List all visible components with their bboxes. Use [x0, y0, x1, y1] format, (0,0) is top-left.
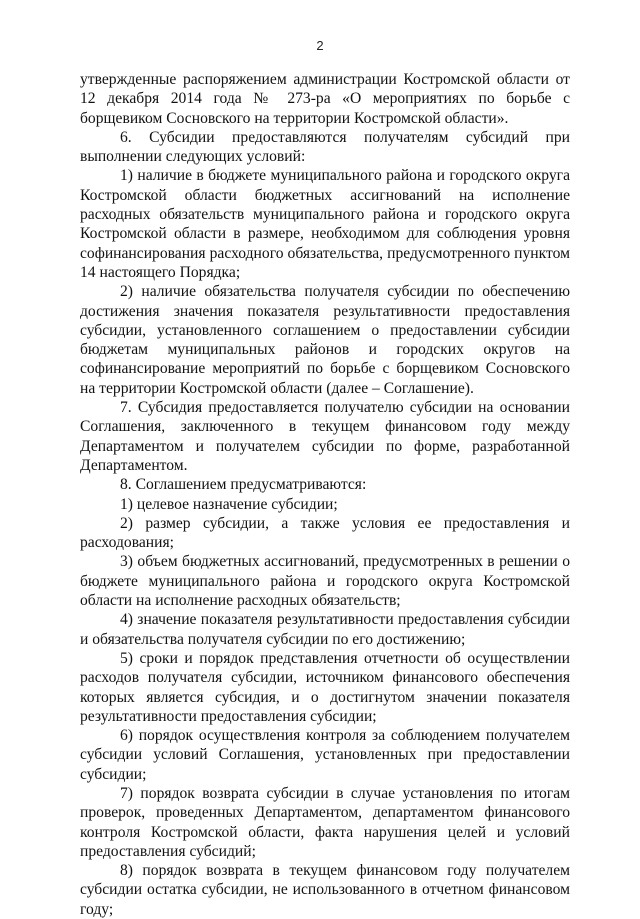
paragraph-continuation: утвержденные распоряжением администрации Костромской области от 12 декабря 2014 года № 273-ра «О мероприятиях по борьбе с борщевиком Сосновского на территории Костромской области». — [80, 71, 570, 127]
paragraph-provision-5: 5) сроки и порядок представления отчетности об осуществлении расходов получателя субсидии, источником финансового обеспечения которых является субсидия, и о достигнутом значении показателя результативности предоставления субсидии; — [80, 649, 570, 725]
page-number: 2 — [316, 38, 324, 53]
paragraph-condition-1: 1) наличие в бюджете муниципального района и городского округа Костромской области бюджетных ассигнований на исполнение расходных обязательств муниципального района и городского округа Костромской области в размере, необходимом для соблюдения уровня софинансирования расходного обязательства, предусмотренного пунктом 14 настоящего Порядка; — [80, 167, 570, 281]
paragraph-provision-7: 7) порядок возврата субсидии в случае установления по итогам проверок, проведенных Департаментом, департаментом финансового контроля Костромской области, факта нарушения целей и условий предоставления субсидий; — [80, 784, 570, 860]
paragraph-provision-1: 1) целевое назначение субсидии; — [120, 495, 338, 513]
paragraph-item-7: 7. Субсидия предоставляется получателю субсидии на основании Соглашения, заключенного в текущем финансовом году между Департаментом и получателем субсидии по форме, разработанной Департаментом. — [80, 399, 570, 474]
paragraph-provision-8: 8) порядок возврата в текущем финансовом году получателем субсидии остатка субсидии, не использованного в отчетном финансовом году; — [80, 862, 570, 918]
document-body — [80, 70, 570, 919]
paragraph-provision-3: 3) объем бюджетных ассигнований, предусмотренных в решении о бюджете муниципального района и городского округа Костромской области на исполнение расходных обязательств; — [80, 553, 570, 610]
paragraph-item-6: 6. Субсидии предоставляются получателям субсидий при выполнении следующих условий: — [80, 128, 570, 166]
paragraph-provision-6: 6) порядок осуществления контроля за соблюдением получателем субсидии условий Соглашения, установленных при предоставлении субсидии; — [80, 727, 570, 783]
paragraph-item-8: 8. Соглашением предусматриваются: — [120, 476, 367, 494]
paragraph-provision-4: 4) значение показателя результативности предоставления субсидии и обязательства получателя субсидии по его достижению; — [80, 611, 570, 648]
paragraph-condition-2: 2) наличие обязательства получателя субсидии по обеспечению достижения значения показателя результативности предоставления субсидии, установленного соглашением о предоставлении субсидии бюджетам муниципальных районов и городских округов на софинансирование мероприятий по борьбе с борщевиком Сосновского на территории Костромской области (далее – Соглашение). — [80, 283, 570, 397]
paragraph-provision-2: 2) размер субсидии, а также условия ее предоставления и расходования; — [80, 514, 570, 552]
